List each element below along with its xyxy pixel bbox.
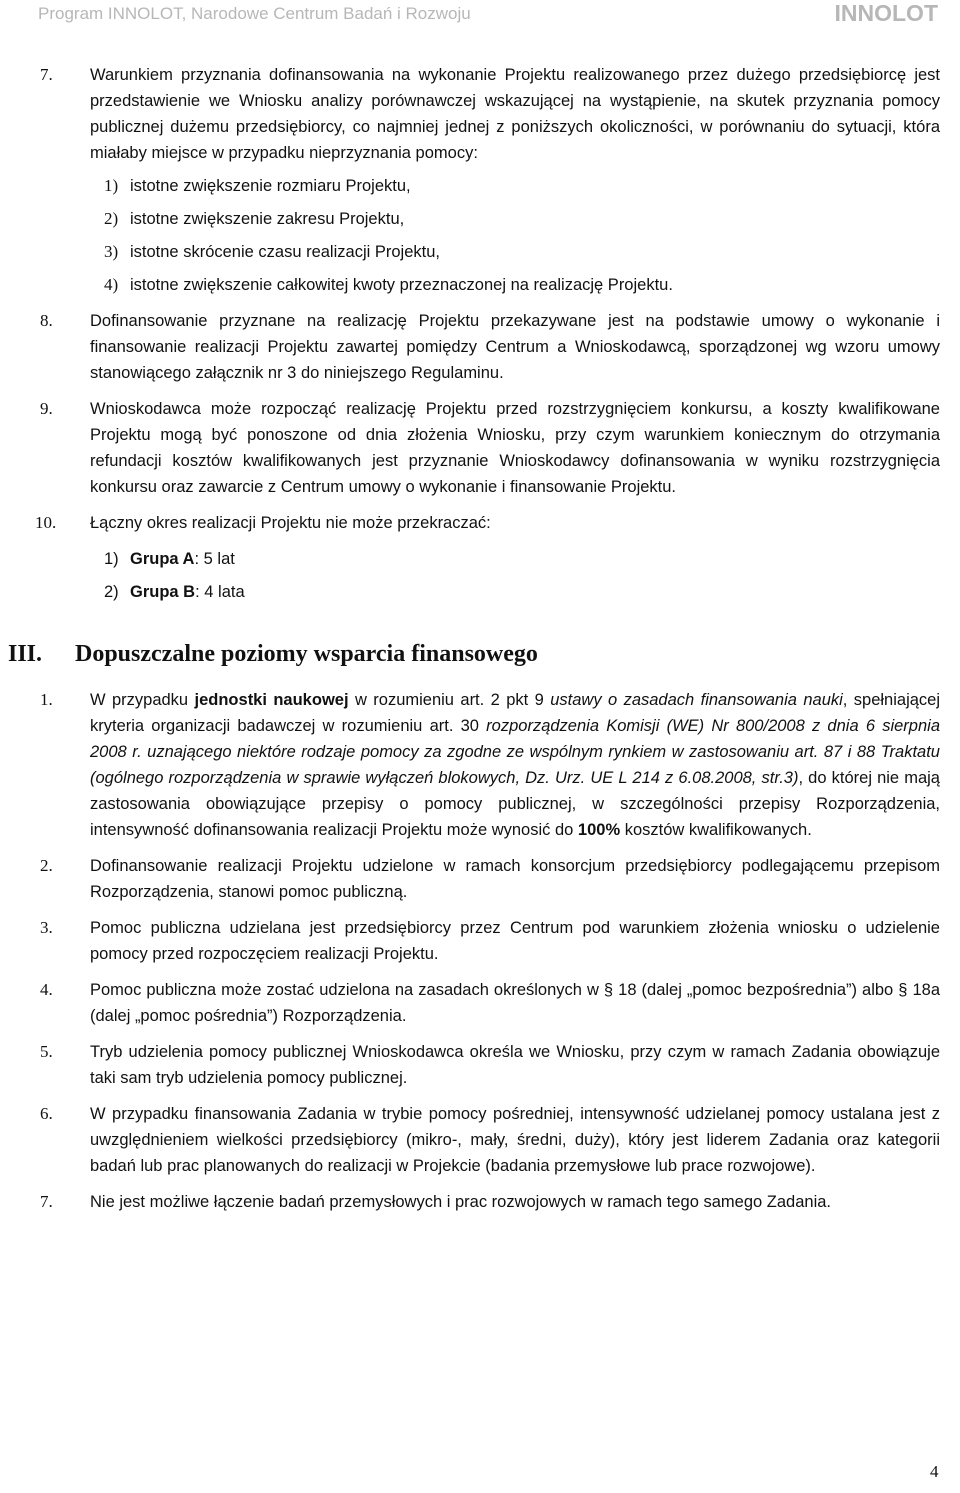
section-paragraph-6 — [0, 1101, 960, 1179]
paragraph-number: 7. — [40, 65, 53, 84]
page-number: 4 — [930, 1462, 939, 1481]
group-label: Grupa A — [130, 550, 195, 568]
paragraph-number: 8. — [40, 311, 53, 330]
document-body — [0, 62, 960, 1215]
list-number: 1) — [104, 550, 119, 568]
paragraph-text: Dofinansowanie realizacji Projektu udzielone w ramach konsorcjum przedsiębiorcy podlegającemu przepisom Rozporządzenia, stanowi pomoc publiczną. — [90, 857, 940, 901]
group-duration: : 5 lat — [194, 550, 235, 568]
paragraph-number: 3. — [40, 918, 53, 937]
list-number: 3) — [104, 242, 119, 261]
paragraph-number: 1. — [40, 690, 53, 709]
paragraph-text: Warunkiem przyznania dofinansowania na wykonanie Projektu realizowanego przez dużego przedsiębiorcę jest przedstawienie we Wniosku analizy porównawczej wskazującej na wystąpienie, na skutek przyznania pomocy publicznej dużemu przedsiębiorcy, co najmniej jednej z poniższych okoliczności, w porównaniu do sytuacji, która miałaby miejsce w przypadku nieprzyznania pomocy: — [90, 66, 940, 162]
list-number: 4) — [104, 275, 119, 294]
list-number: 2) — [104, 583, 119, 601]
paragraph-text: W przypadku jednostki naukowej w rozumieniu art. 2 pkt 9 ustawy o zasadach finansowania nauki, spełniającej kryteria organizacji badawczej w rozumieniu art. 30 rozporządzenia Komisji (WE) Nr 800/2008 z dnia 6 sierpnia 2008 r. uznającego niektóre rodzaje pomocy za zgodne ze wspólnym rynkiem w zastosowaniu art. 87 i 88 Traktatu (ogólnego rozporządzenia w sprawie wyłączeń blokowych, Dz. Urz. UE L 214 z 6.08.2008, str.3), do której nie mają zastosowania obowiązujące przepisy o pomocy publicznej, w szczególności przepisy Rozporządzenia, intensywność dofinansowania realizacji Projektu może wynosić do 100% kosztów kwalifikowanych. — [90, 691, 941, 839]
paragraph-number: 6. — [40, 1104, 53, 1123]
list-item — [0, 173, 960, 199]
list-item — [0, 239, 960, 265]
list-item — [0, 272, 960, 298]
paragraph-number: 7. — [40, 1192, 53, 1211]
paragraph-number: 10. — [35, 513, 57, 532]
paragraph-number: 9. — [40, 399, 53, 418]
paragraph-text: Dofinansowanie przyznane na realizację Projektu przekazywane jest na podstawie umowy o wykonanie i finansowanie realizacji Projektu zawartej pomiędzy Centrum a Wnioskodawcą, sporządzonej wg wzoru umowy stanowiącego załącznik nr 3 do niniejszego Regulaminu. — [90, 312, 940, 382]
header-program-title: Program INNOLOT, Narodowe Centrum Badań i Rozwoju — [38, 4, 471, 23]
section-paragraph-7 — [0, 1189, 960, 1215]
paragraph-number: 4. — [40, 980, 53, 999]
paragraph-text: Pomoc publiczna udzielana jest przedsiębiorcy przez Centrum pod warunkiem złożenia wniosku o udzielenie pomocy przed rozpoczęciem realizacji Projektu. — [90, 919, 940, 963]
page-header — [0, 0, 960, 30]
paragraph-number: 5. — [40, 1042, 53, 1061]
paragraph-text: W przypadku finansowania Zadania w trybie pomocy pośredniej, intensywność udzielanej pomocy ustalana jest z uwzględnieniem wielkości przedsiębiorcy (mikro-, mały, średni, duży), który jest liderem Zadania oraz kategorii badań lub prac planowanych do realizacji w Projekcie (badania przemysłowe lub prace rozwojowe). — [90, 1105, 940, 1175]
list-text: istotne zwiększenie rozmiaru Projektu, — [130, 177, 411, 195]
paragraph-text: Tryb udzielenia pomocy publicznej Wnioskodawca określa we Wniosku, przy czym w ramach Zadania obowiązuje taki sam tryb udzielenia pomocy publicznej. — [90, 1043, 940, 1087]
header-logo-text: INNOLOT — [834, 0, 938, 26]
section-heading — [0, 631, 960, 677]
paragraph-text: Wnioskodawca może rozpocząć realizację Projektu przed rozstrzygnięciem konkursu, a koszty kwalifikowane Projektu mogą być ponoszone od dnia złożenia Wniosku, przy czym warunkiem koniecznym do otrzymania refundacji kosztów kwalifikowanych jest przyznanie Wnioskodawcy dofinansowania w wyniku rozstrzygnięcia konkursu oraz zawarcie z Centrum umowy o wykonanie i finansowanie Projektu. — [90, 400, 940, 496]
list-text: istotne zwiększenie całkowitej kwoty przeznaczonej na realizację Projektu. — [130, 276, 673, 294]
group-label: Grupa B — [130, 583, 196, 601]
paragraph-8 — [0, 308, 960, 386]
paragraph-text: Nie jest możliwe łączenie badań przemysłowych i prac rozwojowych w ramach tego samego Zadania. — [90, 1193, 831, 1211]
section-title: Dopuszczalne poziomy wsparcia finansowego — [75, 641, 538, 667]
paragraph-10 — [0, 510, 960, 536]
section-paragraph-1 — [0, 687, 960, 843]
group-duration: : 4 lata — [195, 583, 245, 601]
section-paragraph-5 — [0, 1039, 960, 1091]
paragraph-number: 2. — [40, 856, 53, 875]
list-text: istotne skrócenie czasu realizacji Projektu, — [130, 243, 440, 261]
section-paragraph-3 — [0, 915, 960, 967]
list-item — [0, 546, 960, 572]
section-number: III. — [8, 641, 43, 667]
list-item — [0, 579, 960, 605]
list-item — [0, 206, 960, 232]
paragraph-text: Łączny okres realizacji Projektu nie może przekraczać: — [90, 514, 491, 532]
list-text: istotne zwiększenie zakresu Projektu, — [130, 210, 405, 228]
section-paragraph-2 — [0, 853, 960, 905]
list-number: 2) — [104, 209, 119, 228]
paragraph-7 — [0, 62, 960, 166]
section-paragraph-4 — [0, 977, 960, 1029]
list-number: 1) — [104, 176, 119, 195]
paragraph-9 — [0, 396, 960, 500]
paragraph-text: Pomoc publiczna może zostać udzielona na zasadach określonych w § 18 (dalej „pomoc bezpośrednia”) albo § 18a (dalej „pomoc pośrednia”) Rozporządzenia. — [90, 981, 940, 1025]
